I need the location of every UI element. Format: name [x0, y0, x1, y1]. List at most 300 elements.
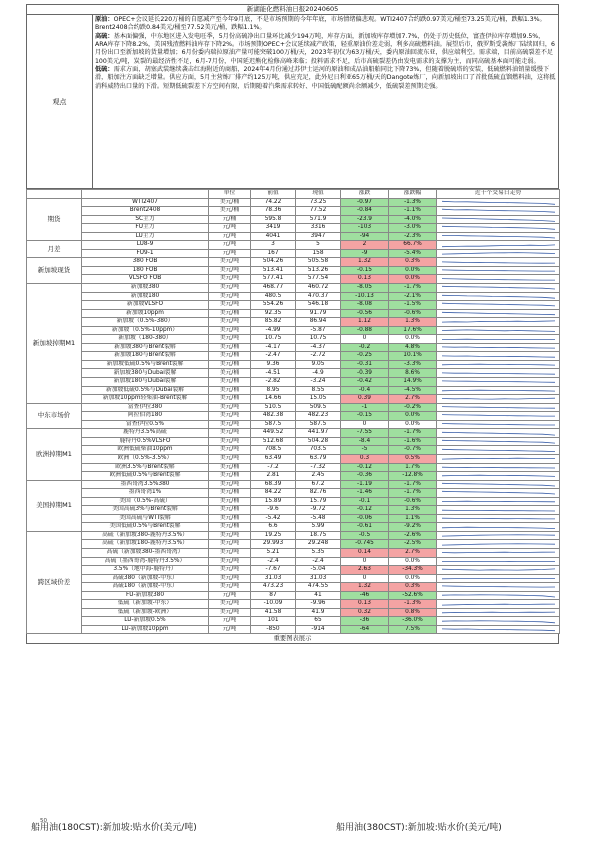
row-current-value: -5.04	[296, 566, 341, 575]
row-prev-value: -4.51	[251, 369, 296, 378]
table-row	[27, 566, 560, 575]
table-row	[27, 617, 560, 626]
table-row	[27, 232, 560, 241]
row-change-pct: 0.0%	[389, 574, 437, 583]
row-change-pct: -4.5%	[389, 386, 437, 395]
row-trend	[437, 369, 560, 378]
table-row	[27, 591, 560, 600]
trend-sparkline	[438, 421, 559, 428]
row-change: -103	[341, 224, 389, 233]
row-unit: 美元/吨	[209, 412, 251, 421]
row-name: 高硫（墨西哥湾-鹿特丹3.5%）	[82, 557, 209, 566]
row-unit: 美元/桶	[209, 506, 251, 515]
row-unit: 美元/吨	[209, 429, 251, 438]
table-row	[27, 292, 560, 301]
row-change: -0.06	[341, 514, 389, 523]
row-unit: 美元/桶	[209, 497, 251, 506]
row-prev-value: 10.75	[251, 335, 296, 344]
chart-title-380: 船用油(380CST):新加坡:贴水价(美元/吨)	[336, 823, 502, 833]
row-change-pct: 8.6%	[389, 369, 437, 378]
trend-sparkline	[438, 199, 559, 206]
row-current-value: -2.72	[296, 352, 341, 361]
table-row	[27, 369, 560, 378]
row-change: -1.19	[341, 480, 389, 489]
row-change: -0.42	[341, 378, 389, 387]
row-name: 欧洲低硫柴油10ppm	[82, 446, 209, 455]
row-current-value: -7.32	[296, 463, 341, 472]
table-row	[27, 403, 560, 412]
row-name: VLSFO FOB	[82, 275, 209, 284]
row-change-pct: 0.3%	[389, 583, 437, 592]
row-trend	[437, 309, 560, 318]
table-row	[27, 266, 560, 275]
table-row	[27, 412, 560, 421]
table-row	[27, 224, 560, 233]
row-change: 0.14	[341, 548, 389, 557]
group-label: 美国掉期M1	[27, 480, 82, 531]
row-current-value: 3947	[296, 232, 341, 241]
row-trend	[437, 472, 560, 481]
table-row	[27, 335, 560, 344]
row-trend	[437, 386, 560, 395]
row-prev-value: 504.26	[251, 258, 296, 267]
trend-sparkline	[438, 609, 559, 616]
table-row	[27, 472, 560, 481]
row-current-value: 505.58	[296, 258, 341, 267]
row-current-value: -5.87	[296, 326, 341, 335]
group-label: 月差	[27, 241, 82, 258]
row-prev-value: 468.77	[251, 284, 296, 293]
row-change-pct: -1.5%	[389, 301, 437, 310]
row-prev-value: -10.09	[251, 600, 296, 609]
trend-sparkline	[438, 592, 559, 599]
row-unit: 美元/吨	[209, 446, 251, 455]
row-prev-value: -9.6	[251, 506, 296, 515]
row-current-value: 158	[296, 249, 341, 258]
trend-sparkline	[438, 464, 559, 471]
row-current-value: 577.54	[296, 275, 341, 284]
table-row	[27, 249, 560, 258]
row-unit: 美元/桶	[209, 309, 251, 318]
charts-area	[26, 818, 559, 842]
row-unit: 美元/桶	[209, 343, 251, 352]
row-name: 新加坡低硫0.5%与Dubai裂解	[82, 386, 209, 395]
trend-sparkline	[438, 216, 559, 223]
row-change-pct: -0.6%	[389, 497, 437, 506]
row-change: -8.4	[341, 437, 389, 446]
row-unit: 美元/吨	[209, 301, 251, 310]
row-name: 欧洲低硫0.5%与Brent裂解	[82, 472, 209, 481]
group-label: 跨区域价差	[27, 531, 82, 634]
trend-sparkline	[438, 327, 559, 334]
row-unit: 美元/吨	[209, 583, 251, 592]
row-name: 新加坡180与Dubai裂解	[82, 378, 209, 387]
row-current-value: 8.55	[296, 386, 341, 395]
row-prev-value: 3	[251, 241, 296, 250]
row-name: 新加坡10ppm	[82, 309, 209, 318]
row-name: 380 FOB	[82, 258, 209, 267]
row-trend	[437, 489, 560, 498]
row-change-pct: -3.0%	[389, 224, 437, 233]
table-header-cell: 现值	[296, 190, 341, 199]
row-trend	[437, 548, 560, 557]
row-current-value: 5.99	[296, 523, 341, 532]
row-unit: 美元/吨	[209, 574, 251, 583]
row-change-pct: 1.3%	[389, 506, 437, 515]
trend-sparkline	[438, 250, 559, 257]
row-change-pct: -0.7%	[389, 446, 437, 455]
row-change-pct: 0.0%	[389, 420, 437, 429]
row-change-pct: -5.4%	[389, 249, 437, 258]
row-change: -46	[341, 591, 389, 600]
row-change: -0.61	[341, 523, 389, 532]
trend-line	[442, 415, 555, 417]
row-prev-value: 2.81	[251, 472, 296, 481]
row-unit: 元/吨	[209, 591, 251, 600]
view-paragraph	[95, 16, 556, 33]
row-change-pct: -2.6%	[389, 531, 437, 540]
row-current-value: 513.26	[296, 266, 341, 275]
row-change: -1	[341, 403, 389, 412]
row-change-pct: 1.3%	[389, 318, 437, 327]
row-name: 新加坡180	[82, 292, 209, 301]
row-name: 新加坡（0.5%-380）	[82, 318, 209, 327]
row-change: -5	[341, 446, 389, 455]
row-trend	[437, 198, 560, 207]
trend-sparkline	[438, 481, 559, 488]
row-prev-value: 577.41	[251, 275, 296, 284]
trend-line	[442, 424, 555, 426]
row-unit: 美元/吨	[209, 600, 251, 609]
table-row	[27, 506, 560, 515]
row-current-value: 77.52	[296, 207, 341, 216]
trend-line	[442, 278, 555, 280]
row-change: 0.13	[341, 600, 389, 609]
row-change-pct: -1.3%	[389, 600, 437, 609]
row-change: 2.63	[341, 566, 389, 575]
view-paragraph-text: 需求方面，胡塞武装继续袭击红海附近的商船，2024年4月份通过苏伊士运河的原油和成品油船舶同比下降73%，但随着脱硫塔的安装，低硫燃料油销量缓慢下滑，船加注方面缺乏增量。供应方面，5月主营炼厂排产约125万吨，供应充足，此外尼日利亚65万桶/天的Dangote炼厂，向新加坡出口了首批低硫直馏燃料油，这将抵消科威特出口量的下滑。短期低硫裂差下方空间有限，后期随着汽柴需求转好、中国低硫配额尚余额减少，低硫裂差预期走强。	[95, 66, 556, 90]
trend-sparkline	[438, 541, 559, 548]
row-prev-value: 101	[251, 617, 296, 626]
row-change: 0	[341, 335, 389, 344]
row-prev-value: -7.67	[251, 566, 296, 575]
trend-sparkline	[438, 583, 559, 590]
row-trend	[437, 463, 560, 472]
row-prev-value: 473.23	[251, 583, 296, 592]
row-prev-value: -4.99	[251, 326, 296, 335]
view-paragraph-head: 原油：	[95, 16, 114, 23]
row-trend	[437, 608, 560, 617]
row-change-pct: 7.5%	[389, 625, 437, 634]
trend-sparkline	[438, 412, 559, 419]
table-header-cell: 前值	[251, 190, 296, 199]
trend-sparkline	[438, 224, 559, 231]
data-table	[26, 189, 560, 634]
trend-line	[442, 407, 555, 409]
row-change-pct: 0.5%	[389, 454, 437, 463]
row-trend	[437, 232, 560, 241]
row-current-value: 474.55	[296, 583, 341, 592]
row-change: -0.2	[341, 343, 389, 352]
row-prev-value: -7.2	[251, 463, 296, 472]
table-header-cell: 涨跌	[341, 190, 389, 199]
view-paragraph	[95, 66, 556, 91]
row-change: -10.13	[341, 292, 389, 301]
row-unit: 美元/桶	[209, 198, 251, 207]
row-change-pct: 2.7%	[389, 548, 437, 557]
view-text	[93, 15, 558, 188]
row-current-value: 546.18	[296, 301, 341, 310]
row-change: -94	[341, 232, 389, 241]
row-unit: 美元/桶	[209, 352, 251, 361]
trend-sparkline	[438, 293, 559, 300]
row-change-pct: 0.0%	[389, 557, 437, 566]
row-current-value: 82.76	[296, 489, 341, 498]
trend-line	[442, 543, 555, 544]
row-change: -64	[341, 625, 389, 634]
trend-sparkline	[438, 524, 559, 531]
row-trend	[437, 523, 560, 532]
row-prev-value: -2.4	[251, 557, 296, 566]
trend-sparkline	[438, 515, 559, 522]
row-unit: 美元/桶	[209, 207, 251, 216]
row-change-pct: 14.9%	[389, 378, 437, 387]
trend-sparkline	[438, 233, 559, 240]
row-unit: 美元/吨	[209, 326, 251, 335]
row-trend	[437, 583, 560, 592]
row-name: FU9-1	[82, 249, 209, 258]
trend-sparkline	[438, 370, 559, 377]
table-row	[27, 343, 560, 352]
row-change-pct: 17.6%	[389, 326, 437, 335]
trend-sparkline	[438, 242, 559, 249]
row-unit: 美元/桶	[209, 378, 251, 387]
row-change: -23.9	[341, 215, 389, 224]
table-header-cell	[27, 190, 82, 199]
row-trend	[437, 318, 560, 327]
table-row	[27, 454, 560, 463]
row-unit: 美元/吨	[209, 258, 251, 267]
row-unit: 美元/吨	[209, 292, 251, 301]
row-trend	[437, 600, 560, 609]
row-trend	[437, 258, 560, 267]
trend-line	[442, 227, 555, 230]
row-change: -36	[341, 617, 389, 626]
row-trend	[437, 275, 560, 284]
trend-sparkline	[438, 267, 559, 274]
row-current-value: 9.05	[296, 360, 341, 369]
row-prev-value: -4.17	[251, 343, 296, 352]
trend-sparkline	[438, 601, 559, 608]
row-current-value: 5.35	[296, 548, 341, 557]
row-prev-value: 63.49	[251, 454, 296, 463]
row-name: 美国低硫0.5%与Brent裂解	[82, 523, 209, 532]
trend-line	[442, 364, 555, 365]
row-prev-value: 554.26	[251, 301, 296, 310]
row-change-pct: -0.6%	[389, 309, 437, 318]
row-change-pct: -2.5%	[389, 540, 437, 549]
trend-sparkline	[438, 301, 559, 308]
row-change: -0.25	[341, 352, 389, 361]
row-prev-value: 78.36	[251, 207, 296, 216]
row-current-value: 73.25	[296, 198, 341, 207]
row-name: 新加坡10ppm轻柴油-Brent裂解	[82, 395, 209, 404]
row-trend	[437, 531, 560, 540]
table-header-row	[27, 190, 560, 199]
row-change: -0.31	[341, 360, 389, 369]
row-current-value: -914	[296, 625, 341, 634]
row-prev-value: 14.66	[251, 395, 296, 404]
trend-line	[442, 262, 555, 263]
chart-axis-tick: 50	[40, 818, 47, 824]
trend-line	[442, 552, 555, 553]
table-row	[27, 625, 560, 634]
report-title: 新湖能化燃料油日报20240605	[26, 4, 559, 15]
row-current-value: 3316	[296, 224, 341, 233]
row-name: 3.5%（地中海-鹿特丹）	[82, 566, 209, 575]
row-trend	[437, 284, 560, 293]
row-change-pct: 2.7%	[389, 395, 437, 404]
row-change: 0.39	[341, 395, 389, 404]
trend-line	[442, 595, 555, 597]
row-unit: 元/桶	[209, 215, 251, 224]
row-name: WTI2407	[82, 198, 209, 207]
trend-sparkline	[438, 626, 559, 633]
row-change-pct: -12.8%	[389, 472, 437, 481]
charts-section-title: 重要图表展示	[26, 634, 559, 644]
row-prev-value: 512.68	[251, 437, 296, 446]
trend-line	[442, 467, 555, 468]
row-change: -0.84	[341, 207, 389, 216]
table-row	[27, 540, 560, 549]
table-row	[27, 207, 560, 216]
row-change-pct: 0.0%	[389, 412, 437, 421]
table-row	[27, 215, 560, 224]
table-row	[27, 480, 560, 489]
row-change: -9	[341, 249, 389, 258]
row-prev-value: 587.5	[251, 420, 296, 429]
trend-sparkline	[438, 438, 559, 445]
row-current-value: 67.2	[296, 480, 341, 489]
trend-sparkline	[438, 353, 559, 360]
row-prev-value: 85.82	[251, 318, 296, 327]
trend-line	[442, 304, 555, 307]
row-change: -0.36	[341, 472, 389, 481]
row-change-pct: -1.7%	[389, 429, 437, 438]
row-change-pct: -52.6%	[389, 591, 437, 600]
row-unit: 美元/吨	[209, 284, 251, 293]
trend-line	[442, 501, 555, 502]
group-label: 欧洲掉期M1	[27, 429, 82, 480]
trend-sparkline	[438, 336, 559, 343]
trend-line	[442, 432, 555, 435]
table-row	[27, 548, 560, 557]
row-name: 高硫（新加坡180-鹿特丹3.5%）	[82, 540, 209, 549]
row-unit: 美元/吨	[209, 608, 251, 617]
row-trend	[437, 378, 560, 387]
row-change: 0	[341, 557, 389, 566]
row-trend	[437, 625, 560, 634]
row-name: 美国高硫与WTI裂解	[82, 514, 209, 523]
table-row	[27, 600, 560, 609]
row-name: 新加坡380与Dubai裂解	[82, 369, 209, 378]
row-trend	[437, 446, 560, 455]
row-unit: 美元/桶	[209, 360, 251, 369]
row-current-value: 470.37	[296, 292, 341, 301]
table-row	[27, 523, 560, 532]
row-unit: 美元/桶	[209, 386, 251, 395]
row-name: 墨西哥湾3.5%380	[82, 480, 209, 489]
trend-line	[442, 270, 555, 271]
row-prev-value: 87	[251, 591, 296, 600]
row-name: 新加坡180与Brent裂解	[82, 352, 209, 361]
row-prev-value: 15.89	[251, 497, 296, 506]
trend-line	[442, 390, 555, 391]
row-trend	[437, 326, 560, 335]
row-name: 欧洲（0.5%-3.5%）	[82, 454, 209, 463]
row-trend	[437, 429, 560, 438]
row-prev-value: 68.39	[251, 480, 296, 489]
trend-sparkline	[438, 532, 559, 539]
trend-sparkline	[438, 447, 559, 454]
row-prev-value: 480.5	[251, 292, 296, 301]
trend-sparkline	[438, 455, 559, 462]
row-change-pct: -1.7%	[389, 284, 437, 293]
row-unit: 美元/桶	[209, 369, 251, 378]
table-row	[27, 309, 560, 318]
row-trend	[437, 207, 560, 216]
trend-line	[442, 253, 555, 255]
table-row	[27, 446, 560, 455]
row-current-value: 31.03	[296, 574, 341, 583]
trend-line	[442, 373, 555, 374]
row-current-value: 29.248	[296, 540, 341, 549]
trend-sparkline	[438, 318, 559, 325]
row-change: -8.05	[341, 284, 389, 293]
row-unit: 美元/吨	[209, 540, 251, 549]
row-trend	[437, 266, 560, 275]
trend-line	[442, 586, 555, 587]
table-row	[27, 489, 560, 498]
trend-line	[442, 244, 555, 246]
row-trend	[437, 343, 560, 352]
row-unit: 美元/吨	[209, 531, 251, 540]
chart-title-180: 船用油(180CST):新加坡:贴水价(美元/吨)	[31, 823, 197, 833]
row-change: -1.46	[341, 489, 389, 498]
row-trend	[437, 566, 560, 575]
trend-sparkline	[438, 259, 559, 266]
trend-sparkline	[438, 207, 559, 214]
group-label: 新加坡现货	[27, 258, 82, 284]
trend-line	[442, 476, 555, 477]
row-change: -0.12	[341, 463, 389, 472]
trend-line	[442, 381, 555, 382]
row-name: 180 FOB	[82, 266, 209, 275]
row-change: 0.3	[341, 454, 389, 463]
row-unit: 元/吨	[209, 224, 251, 233]
table-header-cell: 涨跌幅	[389, 190, 437, 199]
row-change: -0.1	[341, 497, 389, 506]
row-unit: 美元/吨	[209, 566, 251, 575]
trend-line	[442, 210, 555, 213]
row-change: 0	[341, 420, 389, 429]
table-row	[27, 258, 560, 267]
view-paragraph	[95, 33, 556, 66]
row-unit: 美元/吨	[209, 318, 251, 327]
row-current-value: 460.72	[296, 284, 341, 293]
row-prev-value: 510.5	[251, 403, 296, 412]
row-trend	[437, 215, 560, 224]
